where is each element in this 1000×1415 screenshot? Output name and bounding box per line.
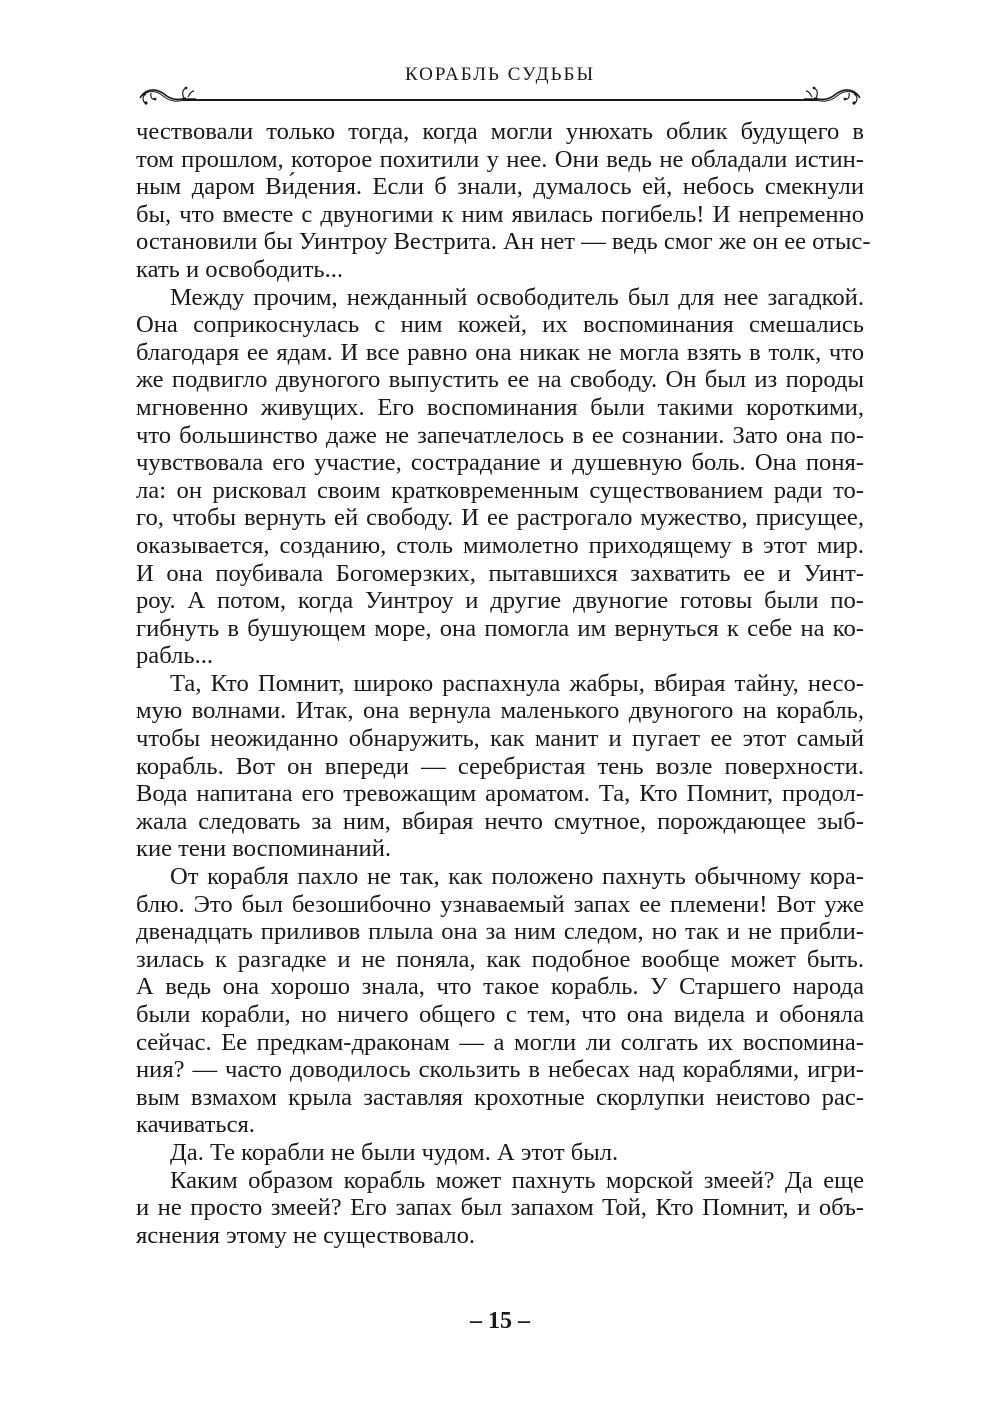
text-line: рабль...	[136, 642, 214, 670]
text-line: яснения этому не существовало.	[136, 1221, 476, 1249]
text-line: ла: он рисковал своим кратковременным существованием ради то-	[136, 476, 864, 504]
text-line: же подвигло двуногого выпустить ее на свободу. Он был из породы	[136, 366, 864, 394]
paragraph	[136, 670, 864, 863]
text-line: бы, что вместе с двуногими к ним явилась погибель! И непременно	[136, 200, 864, 228]
text-line: вым взмахом крыла заставляя крохотные скорлупки неистово рас-	[136, 1083, 864, 1111]
text-line: были корабли, но ничего общего с тем, что она видела и обоняла	[136, 1001, 864, 1028]
text-line: Она соприкоснулась с ним кожей, их воспоминания смешались	[136, 311, 864, 339]
text-line: чтобы неожиданно обнаружить, как манит и пугает ее этот самый	[136, 725, 864, 753]
running-title: КОРАБЛЬ СУДЬБЫ	[404, 64, 596, 85]
paragraph	[136, 284, 864, 670]
text-line: мгновенно живущих. Его воспоминания были такими короткими,	[136, 393, 864, 421]
paragraph	[136, 118, 871, 284]
text-line: двенадцать приливов плыла она за ним следом, но так и не прибли-	[136, 918, 864, 946]
text-line: ным даром Ви́дения. Если б знали, думалось ей, небось смекнули	[136, 173, 864, 201]
text-line: роу. А потом, когда Уинтроу и другие двуногие готовы были по-	[136, 587, 864, 615]
text-line: Между прочим, нежданный освободитель был для нее загадкой.	[170, 283, 864, 311]
text-line: и не просто змеей? Его запах был запахом Той, Кто Помнит, и объ-	[136, 1194, 864, 1222]
text-line: гибнуть в бушующем море, она помогла им вернуться к себе на ко-	[136, 614, 864, 642]
body-text	[136, 118, 871, 1249]
paragraph	[136, 1167, 864, 1250]
paragraph	[136, 1139, 864, 1167]
text-line: Вода напитана его тревожащим ароматом. Та, Кто Помнит, продол-	[136, 780, 864, 808]
text-line: блю. Это был безошибочно узнаваемый запах ее племени! Вот уже	[136, 890, 864, 918]
text-line: кать и освободить...	[136, 255, 344, 283]
text-line: оказывается, созданию, столь мимолетно приходящему в этот мир.	[136, 531, 864, 559]
text-line: Да. Те корабли не были чудом. А этот был.	[170, 1138, 619, 1166]
text-line: жала следовать за ним, вбирая нечто смутное, порождающее зыб-	[136, 807, 864, 835]
header-rule	[182, 99, 818, 101]
text-line: ния? — часто доводилось скользить в небесах над кораблями, игри-	[136, 1056, 864, 1084]
text-line: Каким образом корабль может пахнуть морской змеей? Да еще	[170, 1166, 864, 1194]
text-line: кие тени воспоминаний.	[136, 835, 392, 863]
text-line: А ведь она хорошо знала, что такое корабль. У Старшего народа	[136, 973, 864, 1001]
text-line: Та, Кто Помнит, широко распахнула жабры, вбирая тайну, несо-	[170, 669, 864, 697]
text-line: корабль. Вот он впереди — серебристая тень возле поверхности.	[136, 752, 864, 780]
text-line: качиваться.	[136, 1111, 255, 1139]
text-line: От корабля пахло не так, как положено пахнуть обычному кора-	[170, 863, 864, 891]
running-header	[136, 56, 864, 106]
scroll-ornament-icon	[804, 76, 864, 110]
text-line: благодаря ее ядам. И все равно она никак не могла взять в толк, что	[136, 338, 864, 366]
text-line: го, чтобы вернуть ей свободу. И ее растрогало мужество, присущее,	[136, 504, 864, 532]
text-line: И она поубивала Богомерзких, пытавшихся захватить ее и Уинт-	[136, 559, 864, 587]
text-line: чествовали только тогда, когда могли унюхать облик будущего в	[136, 118, 864, 145]
text-line: зилась к разгадке и не поняла, как подобное вообще может быть.	[136, 945, 864, 973]
text-line: мую волнами. Итак, она вернула маленького двуногого на корабль,	[136, 697, 864, 725]
text-line: что большинство даже не запечатлелось в ее сознании. Зато она по-	[136, 421, 864, 449]
text-line: чувствовала его участие, сострадание и душевную боль. Она поня-	[136, 449, 864, 477]
paragraph	[136, 863, 864, 1139]
page-number: – 15 –	[470, 1308, 530, 1334]
text-line: том прошлом, которое похитили у нее. Они ведь не обладали истин-	[136, 145, 864, 173]
text-line: остановили бы Уинтроу Вестрита. Ан нет — ведь смог же он ее отыс-	[136, 228, 871, 256]
text-line: сейчас. Ее предкам-драконам — а могли ли солгать их воспомина-	[136, 1028, 864, 1056]
